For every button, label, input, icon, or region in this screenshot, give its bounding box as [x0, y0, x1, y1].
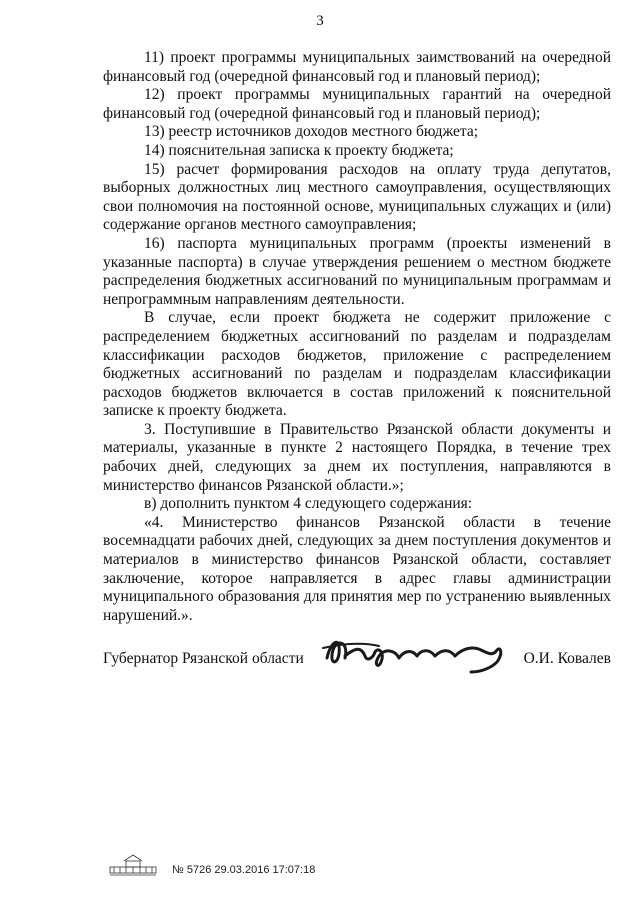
handwritten-signature	[321, 628, 507, 674]
paragraph-item-16: 16) паспорта муниципальных программ (проекты изменений в указанные паспорта) в случае утверждения решением о местном бюджете распределения бюджетных ассигнований по муниципальным программам и непрограммным направлениям деятельности.	[103, 234, 611, 308]
paragraph-point-4: «4. Министерство финансов Рязанской области в течение восемнадцати рабочих дней, следующих за днем поступления документов и материалов в министерство финансов Рязанской области, составляет заключение, которое направляется в адрес главы администрации муниципального образования для принятия мер по устранению выявленных нарушений.».	[103, 513, 611, 624]
paragraph-item-14: 14) пояснительная записка к проекту бюджета;	[144, 141, 454, 159]
paragraph-amendment-v: в) дополнить пунктом 4 следующего содержания:	[144, 495, 473, 513]
signatory-position: Губернатор Рязанской области	[103, 650, 304, 667]
paragraph-item-13: 13) реестр источников доходов местного бюджета;	[144, 123, 479, 141]
registration-stamp: № 5726 29.03.2016 17:07:18	[172, 864, 316, 876]
registry-stamp-icon	[106, 853, 160, 879]
signature-block	[103, 628, 611, 678]
signatory-name: О.И. Ковалев	[523, 650, 611, 667]
paragraph-point-3: 3. Поступившие в Правительство Рязанской области документы и материалы, указанные в пункте 2 настоящего Порядка, в течение трех рабочих дней, следующих за днем их поступления, направляются в министерство финансов Рязанской области.»;	[103, 420, 611, 494]
paragraph-note: В случае, если проект бюджета не содержит приложение с распределением бюджетных ассигнований по разделам и подразделам классификации расходов бюджетов, приложение с распределением бюджетных ассигнований по разделам и подразделам классификации расходов бюджетов включается в состав приложений к пояснительной записке к проекту бюджета.	[103, 309, 611, 420]
document-body	[103, 49, 611, 625]
paragraph-item-11: 11) проект программы муниципальных заимствований на очередной финансовый год (очередной финансовый год и плановый период);	[103, 49, 611, 85]
paragraph-item-12: 12) проект программы муниципальных гарантий на очередной финансовый год (очередной финансовый год и плановый период);	[103, 86, 611, 122]
paragraph-item-15: 15) расчет формирования расходов на оплату труда депутатов, выборных должностных лиц местного самоуправления, осуществляющих свои полномочия на постоянной основе, муниципальных служащих и (или) содержание органов местного самоуправления;	[103, 160, 611, 234]
page-number: 3	[316, 13, 324, 29]
